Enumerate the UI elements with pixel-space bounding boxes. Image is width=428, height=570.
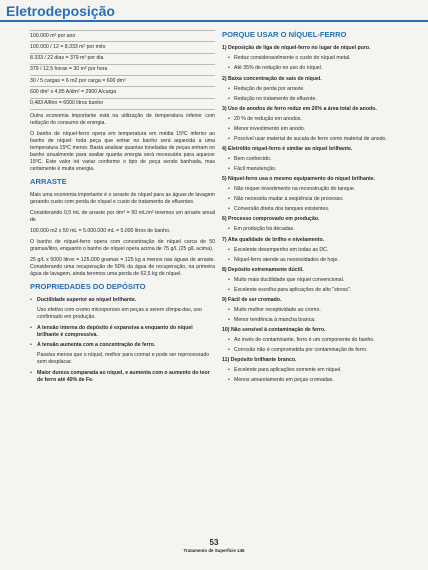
paragraph: Considerando 0,5 mL de arraste por dm² = 50 mL/m² teremos um arraste anual de	[30, 209, 215, 223]
bullet-icon: •	[228, 206, 230, 213]
reason-item	[228, 166, 408, 173]
section-heading-porque: PORQUE USAR O NÍQUEL-FERRO	[222, 30, 347, 39]
reason-item	[228, 337, 408, 344]
bullet-icon: •	[228, 226, 230, 233]
reason-title: 5) Níquel-ferro usa o mesmo equipamento do níquel brilhante.	[222, 176, 376, 183]
calculation-box	[30, 30, 215, 110]
list-item-title: Maior dureza comparada ao níquel, e aumenta com o aumento do teor de ferro até 40% de Fe.	[37, 370, 210, 384]
list-item	[30, 370, 215, 384]
paragraph: Outra economia importante está na utilização de temperatura inferior com redução do consumo de energia.	[30, 112, 215, 126]
bullet-icon: •	[228, 166, 230, 173]
reason-item-text: Muito melhor receptividade ao cromo.	[234, 306, 321, 313]
reason-title: 7) Alta qualidade de brilho e nivelamento.	[222, 236, 325, 243]
reason-item	[228, 116, 408, 123]
reason-item	[228, 156, 408, 163]
right-column	[222, 30, 408, 387]
reason-item	[228, 55, 408, 62]
calc-line: 0,483 A/litro = 6000 litros banho	[30, 99, 215, 110]
bullet-icon: •	[228, 286, 230, 293]
reason-item	[228, 206, 408, 213]
reason-item-text: Muito mais ductilidade que níquel convencional.	[234, 276, 345, 283]
reason-item-text: Em produção há décadas.	[234, 226, 295, 233]
paragraph: 100.000 m2 x 50 mL = 5.000.000 mL = 5.000 litros de banho.	[30, 227, 171, 234]
reason-item-text: Menos amarelamento em peças cromadas.	[234, 377, 334, 384]
calc-line: 100.000 m² por ano	[30, 30, 215, 42]
left-column	[30, 30, 215, 387]
list-item	[30, 297, 215, 304]
reason-item	[228, 367, 408, 374]
reason-item-text: Fácil manutenção.	[234, 166, 277, 173]
bullet-icon: •	[228, 186, 230, 193]
list-item-title: A tensão interna do depósito é expansiva a enquanto do níquel brilhante é compressiva.	[37, 324, 193, 338]
bullet-icon: •	[30, 296, 32, 303]
bullet-icon: •	[30, 341, 32, 348]
reason-item-text: Redução de perda por arraste.	[234, 85, 305, 92]
calc-line: 600 dm² x 4,85 A/dm² = 2900 A/carga	[30, 87, 215, 98]
bullet-icon: •	[30, 324, 32, 331]
reason-item	[228, 277, 408, 284]
bullet-icon: •	[228, 85, 230, 92]
reason-item	[228, 377, 408, 384]
reason-item-text: Corrosão não é comprometida por contaminação de ferro.	[234, 347, 368, 354]
reason-title: 9) Fácil de ser cromado.	[222, 296, 282, 303]
bullet-icon: •	[228, 317, 230, 323]
bullet-icon: •	[228, 337, 230, 344]
calc-line: 8.333 / 22 dias = 379 m² por dia	[30, 54, 215, 65]
bullet-icon: •	[228, 367, 230, 374]
reason-title: 1) Deposição de liga de níquel-ferro no lugar de níquel puro.	[222, 45, 371, 52]
footer-source: Tratamento de Superfície 145	[183, 548, 245, 553]
reason-item-text: Excelente escolha para aplicações de alto "stress".	[234, 286, 352, 293]
reason-title: 3) Uso de anodos de ferro reduz em 20% a área total de anodo.	[222, 105, 377, 112]
reason-item-text: Não necessita mudar a seqüência de processo.	[234, 196, 344, 203]
reason-item-text: Possível usar material de sucata de ferro como material de anodo.	[234, 135, 387, 142]
reason-item	[228, 96, 408, 103]
reason-item	[228, 307, 408, 314]
bullet-icon: •	[228, 256, 230, 263]
section-heading-propriedades: PROPRIEDADES DO DEPÓSITO	[30, 282, 146, 292]
list-item-title: A tensão aumenta com a concentração de ferro.	[37, 341, 156, 348]
reason-title: 8) Depósito extremamente dúctil.	[222, 266, 304, 273]
reason-item-text: Excelente desempenho em todas as DC.	[234, 246, 329, 253]
bullet-icon: •	[228, 115, 230, 122]
reason-item	[228, 196, 408, 203]
reason-item-text: Até 35% de redução no uso do níquel.	[234, 65, 323, 72]
page-number: 53	[209, 538, 219, 547]
reason-title: 11) Depósito brilhante branco.	[222, 357, 297, 364]
list-item-text: Passiva menos que o níquel, melhor para cromar e pode ser reprocessado sem desplacar.	[37, 351, 210, 365]
reason-item	[228, 257, 408, 264]
reason-item-text: Ao invés de contaminante, ferro é um componente do banho.	[234, 337, 375, 344]
reason-item	[228, 317, 408, 324]
paragraph: 25 g/L x 5000 litros = 125.000 gramas = 125 kg a menos nas águas de arraste. Considerando uma recuperação de 50% da água de recuperação, na primeira água de lavagem, ainda teremos uma perda de 62,5 kg de níquel.	[30, 257, 215, 278]
reason-item-text: Não requer investimento na reconstrução do tanque.	[234, 186, 356, 193]
reason-item-text: 20 % de redução em anodos.	[234, 115, 302, 122]
reason-item	[228, 347, 408, 354]
reason-item-text: Redução no tratamento de efluente.	[234, 95, 317, 102]
bullet-icon: •	[228, 196, 230, 203]
reasons-list	[222, 45, 408, 384]
section-heading-arraste: ARRASTE	[30, 177, 67, 187]
bullet-icon: •	[228, 55, 230, 62]
reason-item-text: Menor tendência à mancha branca.	[234, 317, 316, 323]
bullet-icon: •	[30, 370, 32, 376]
page-title: Eletrodeposição	[0, 0, 428, 22]
reason-item-text: Menor investimento em anodo.	[234, 125, 306, 132]
reason-item	[228, 126, 408, 133]
list-item	[30, 342, 215, 349]
bullet-icon: •	[228, 276, 230, 283]
bullet-icon: •	[228, 95, 230, 102]
reason-item	[228, 247, 408, 254]
page-footer	[0, 538, 428, 553]
reason-item	[228, 136, 408, 143]
reason-title: 2) Baixa concentração de sais de níquel.	[222, 75, 322, 82]
list-item	[30, 325, 215, 339]
reason-item	[228, 65, 408, 72]
bullet-icon: •	[228, 65, 230, 72]
reason-title: 10) Não sensível à contaminação de ferro.	[222, 327, 326, 334]
calc-line: 30 / 5 cargas = 6 m2 por carga = 600 dm²	[30, 76, 215, 87]
reason-item-text: Reduz consideravelmente o custo do níquel metal.	[234, 55, 351, 62]
bullet-icon: •	[228, 306, 230, 313]
reason-title: 4) Eletrólito níquel-ferro é similar ao níquel brilhante.	[222, 145, 353, 152]
list-item-title: Ductilidade superior ao níquel brilhante.	[37, 296, 137, 303]
bullet-icon: •	[228, 156, 230, 162]
calc-line: 379 / 12,5 horas = 30 m² por hora	[30, 65, 215, 76]
bullet-icon: •	[228, 377, 230, 384]
bullet-icon: •	[228, 125, 230, 132]
reason-item-text: Conversão direta dos tanques existentes.	[234, 206, 330, 213]
reason-item	[228, 287, 408, 294]
reason-item-text: Bem conhecido.	[234, 156, 272, 162]
reason-item	[228, 86, 408, 93]
bullet-icon: •	[228, 135, 230, 142]
reason-title: 6) Processo comprovado em produção.	[222, 216, 320, 223]
reason-item	[228, 186, 408, 193]
list-item-text: Uso efetivo com cromo microporoso em peças a serem climpa-das, uso confirmado em produção.	[37, 306, 202, 320]
paragraph: O banho de níquel-ferro opera em temperatura em média 15ºC inferior ao banho de níquel: toda peça que entrar no banho será aquecida a uma temperatura 15ºC menor. Basta analisar quantas toneladas de peças entram no banho anualmente para avaliar quanta energia será necessária para aquecer 15ºC. Este valor irá variar conforme o tipo de peça sendo banhada, mas certamente é muita energia.	[30, 130, 215, 173]
paragraph: O banho de níquel-ferro opera com concentração de níquel cerca de 50 gramas/litro, enquanto o banho de níquel opera acima de 75 g/L (25 g/L acima).	[30, 238, 215, 252]
reason-item-text: Níquel-ferro atende as necessidades de hoje.	[234, 256, 339, 263]
reason-item-text: Excelente para aplicações somente em níquel.	[234, 367, 342, 374]
reason-item	[228, 226, 408, 233]
bullet-icon: •	[228, 246, 230, 253]
paragraph: Mais uma economia importante é o arraste de níquel para as águas de lavagem gerando custo com perda de níquel e custo de tratamento de efluentes.	[30, 191, 215, 205]
calc-line: 100.000 / 12 = 8.333 m² por mês	[30, 42, 215, 53]
bullet-icon: •	[228, 347, 230, 354]
